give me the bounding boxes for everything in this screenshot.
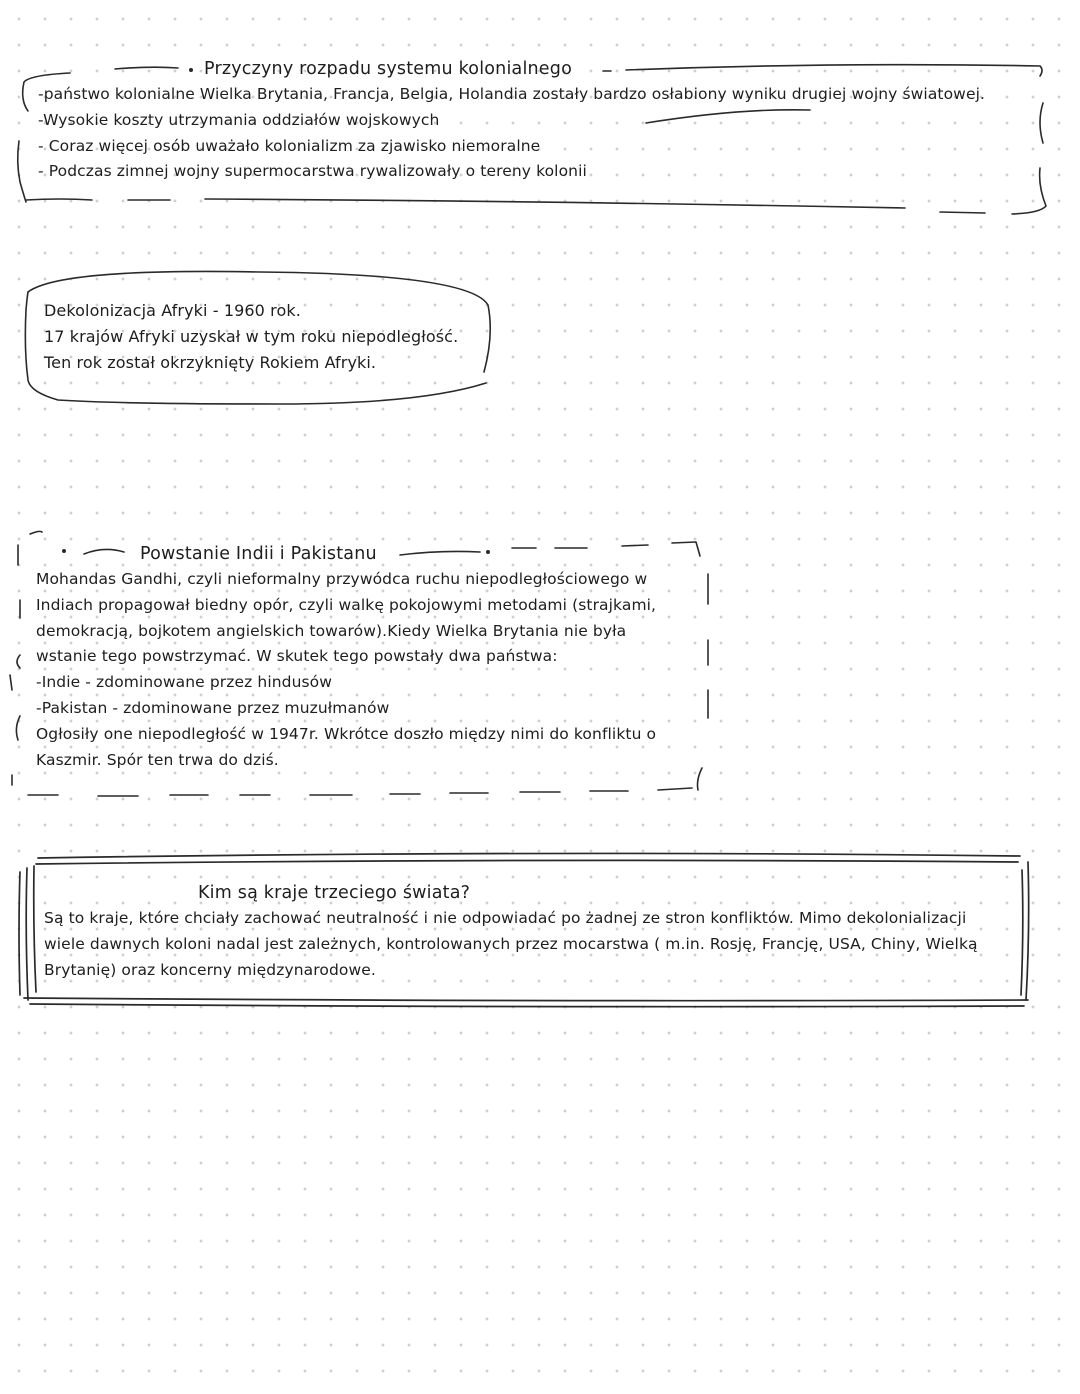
section2-line-2: 17 krajów Afryki uzyskał w tym roku niepodległość.	[44, 326, 459, 346]
section-colonial-collapse-causes	[38, 56, 985, 185]
section3-line-6: -Pakistan - zdominowane przez muzułmanów	[36, 698, 390, 717]
section3-line-4: wstanie tego powstrzymać. W skutek tego powstały dwa państwa:	[36, 647, 558, 666]
section4-title: Kim są kraje trzeciego świata?	[198, 883, 471, 903]
section-third-world	[44, 880, 978, 983]
section1-title: Przyczyny rozpadu systemu kolonialnego	[204, 59, 572, 79]
section1-line-1: -państwo kolonialne Wielka Brytania, Francja, Belgia, Holandia zostały bardzo osłabiony wyniku drugiej wojny światowej.	[38, 85, 986, 103]
section1-line-4: - Podczas zimnej wojny supermocarstwa rywalizowały o tereny kolonii	[38, 162, 587, 181]
section3-line-8: Kaszmir. Spór ten trwa do dziś.	[36, 750, 279, 769]
section3-line-5: -Indie - zdominowane przez hindusów	[36, 673, 333, 692]
section4-line-3: Brytanię) oraz koncerny międzynarodowe.	[44, 960, 376, 979]
section3-line-7: Ogłosiły one niepodległość w 1947r. Wkrótce doszło między nimi do konfliktu o	[36, 724, 657, 743]
section4-line-1: Są to kraje, które chciały zachować neutralność i nie odpowiadać po żadnej ze stron konfliktów. Mimo dekolonializacji	[44, 909, 967, 927]
section1-line-3: - Coraz więcej osób uważało kolonializm za zjawisko niemoralne	[38, 136, 541, 155]
section1-line-2: -Wysokie koszty utrzymania oddziałów wojskowych	[38, 110, 440, 129]
section3-title: Powstanie Indii i Pakistanu	[140, 544, 377, 564]
section-india-pakistan	[36, 541, 656, 773]
section3-line-3: demokracją, bojkotem angielskich towarów).Kiedy Wielka Brytania nie była	[36, 621, 627, 640]
section-africa-decolonization	[44, 298, 458, 375]
section2-line-3: Ten rok został okrzyknięty Rokiem Afryki.	[44, 352, 377, 372]
section4-line-2: wiele dawnych koloni nadal jest zależnych, kontrolowanych przez mocarstwa ( m.in. Rosję, Francję, USA, Chiny, Wielką	[44, 934, 978, 953]
section2-line-1: Dekolonizacja Afryki - 1960 rok.	[44, 301, 301, 320]
section3-line-1: Mohandas Gandhi, czyli nieformalny przywódca ruchu niepodległościowego w	[36, 570, 648, 588]
section3-line-2: Indiach propagował biedny opór, czyli walkę pokojowymi metodami (strajkami,	[36, 595, 657, 614]
